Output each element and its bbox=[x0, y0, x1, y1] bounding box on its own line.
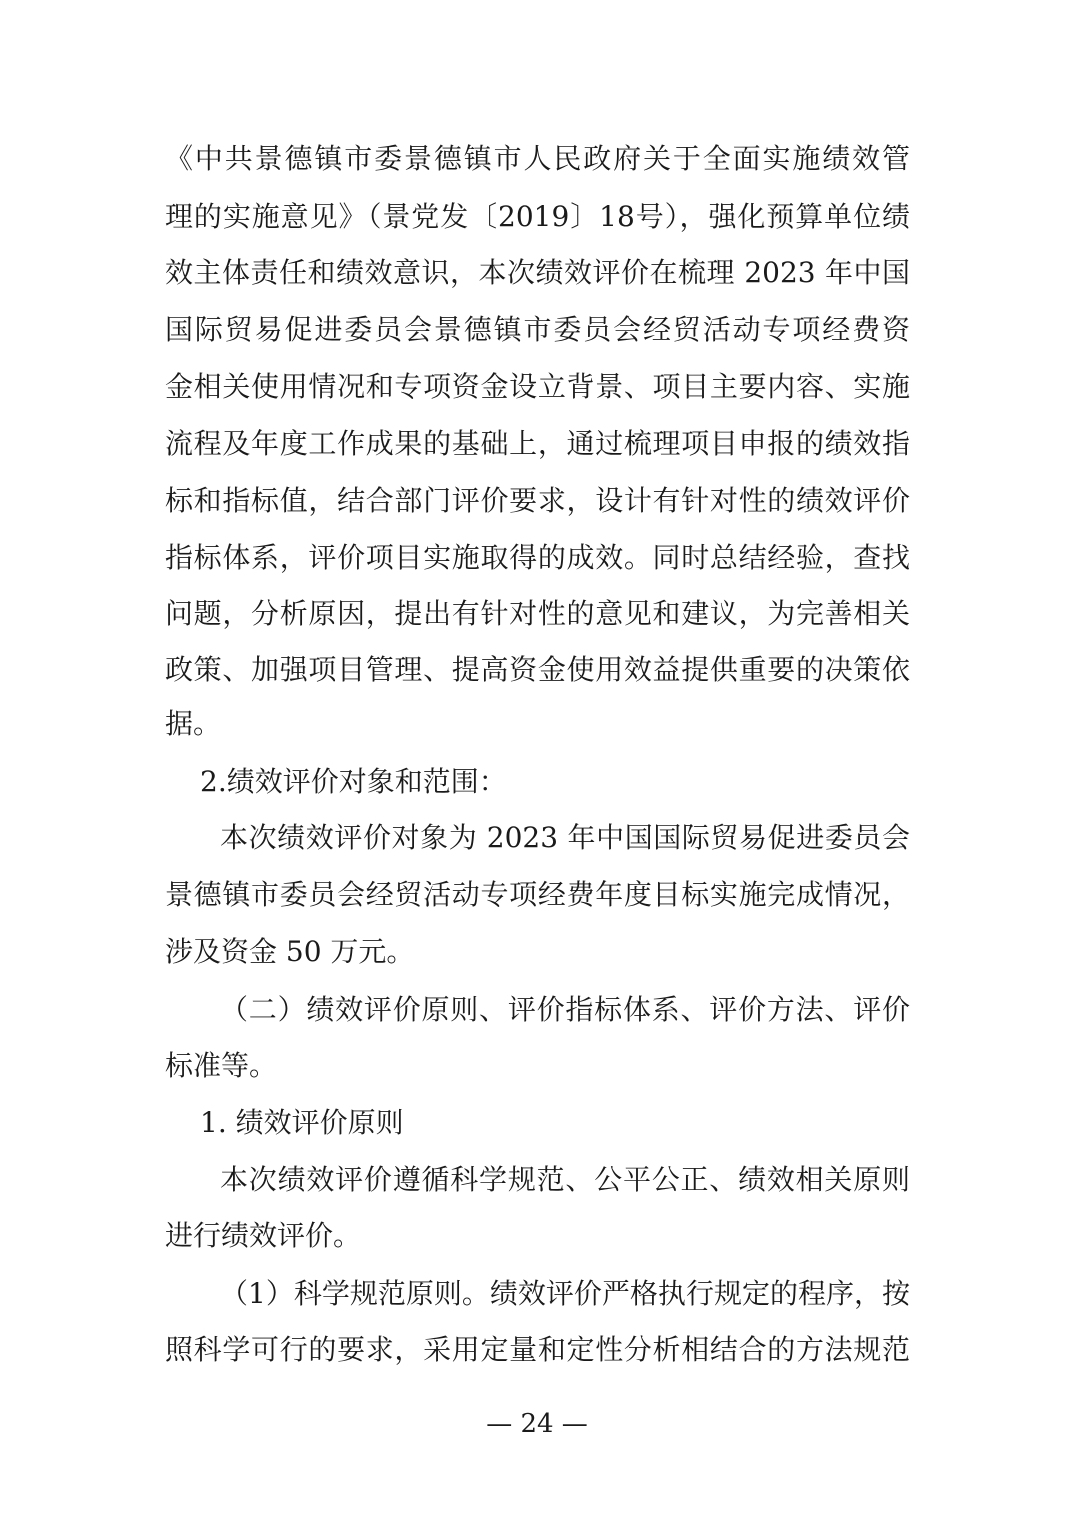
paragraph-line: 本次绩效评价对象为 2023 年中国国际贸易促进委员会 bbox=[220, 821, 910, 854]
section-heading: 1. 绩效评价原则 bbox=[200, 1106, 404, 1139]
section-heading: （二）绩效评价原则、评价指标体系、评价方法、评价 bbox=[220, 993, 910, 1026]
paragraph-line: 指标体系，评价项目实施取得的成效。同时总结经验，查找 bbox=[165, 541, 910, 574]
paragraph-line: 进行绩效评价。 bbox=[165, 1219, 362, 1252]
paragraph-line: 涉及资金 50 万元。 bbox=[165, 935, 415, 968]
paragraph-line: 政策、加强项目管理、提高资金使用效益提供重要的决策依 bbox=[165, 653, 910, 686]
paragraph-line: 效主体责任和绩效意识，本次绩效评价在梳理 2023 年中国 bbox=[165, 256, 910, 289]
page-number: — 24 — bbox=[486, 1409, 588, 1439]
paragraph-line: 本次绩效评价遵循科学规范、公平公正、绩效相关原则 bbox=[220, 1163, 910, 1196]
section-heading: 标准等。 bbox=[165, 1049, 278, 1082]
paragraph-line: 金相关使用情况和专项资金设立背景、项目主要内容、实施 bbox=[165, 370, 910, 403]
paragraph-line: 流程及年度工作成果的基础上，通过梳理项目申报的绩效指 bbox=[165, 427, 910, 460]
paragraph-line: 国际贸易促进委员会景德镇市委员会经贸活动专项经费资 bbox=[165, 313, 910, 346]
paragraph-line: 《中共景德镇市委景德镇市人民政府关于全面实施绩效管 bbox=[165, 142, 910, 175]
paragraph-line: 理的实施意见》（景党发〔2019〕18号），强化预算单位绩 bbox=[165, 200, 910, 233]
paragraph-line: 标和指标值，结合部门评价要求，设计有针对性的绩效评价 bbox=[165, 484, 910, 517]
paragraph-line: （1）科学规范原则。绩效评价严格执行规定的程序，按 bbox=[220, 1277, 910, 1310]
paragraph-line: 问题，分析原因，提出有针对性的意见和建议，为完善相关 bbox=[165, 597, 910, 630]
paragraph-line: 据。 bbox=[165, 707, 222, 740]
section-heading: 2.绩效评价对象和范围： bbox=[200, 765, 507, 798]
paragraph-line: 景德镇市委员会经贸活动专项经费年度目标实施完成情况， bbox=[165, 878, 910, 911]
paragraph-line: 照科学可行的要求，采用定量和定性分析相结合的方法规范 bbox=[165, 1333, 910, 1366]
